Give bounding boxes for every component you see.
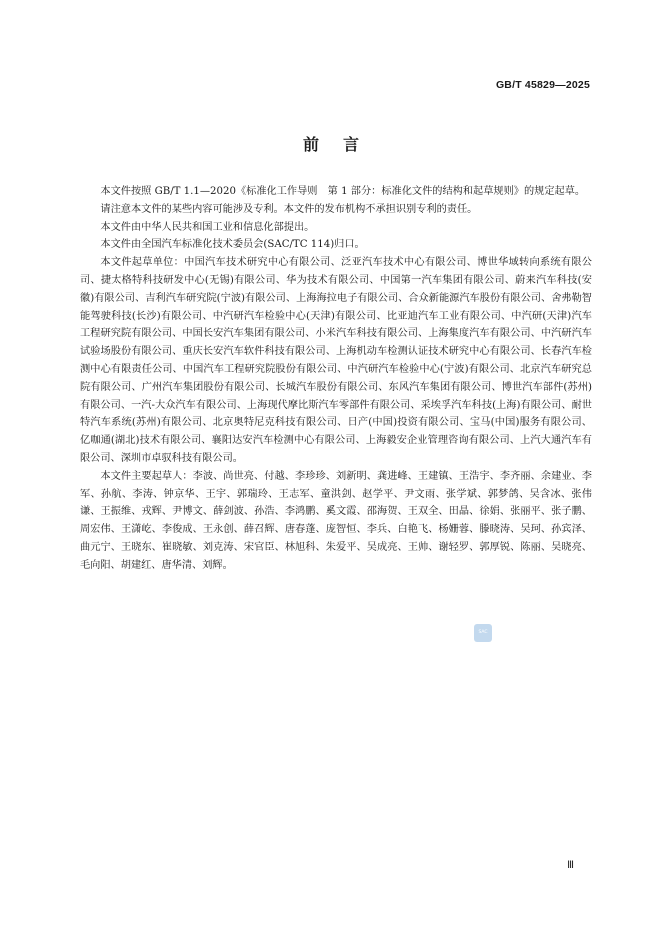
- standard-number: GB/T 45829—2025: [495, 79, 590, 91]
- paragraph-patent-notice: 请注意本文件的某些内容可能涉及专利。本文件的发布机构不承担识别专利的责任。: [100, 203, 478, 215]
- paragraph-proposer: 本文件由中华人民共和国工业和信息化部提出。: [100, 221, 315, 233]
- sac-watermark-icon: SAC: [474, 624, 492, 642]
- foreword-body: [80, 183, 592, 575]
- paragraph-drafters: 本文件主要起草人：李波、尚世亮、付越、李珍珍、刘新明、龚进峰、王建镇、王浩宇、李齐丽、余建业、李军、孙航、李涛、钟京华、王宇、郭瑞玲、王志军、童洪剑、赵学平、尹文雨、张学斌、郭梦鸽、吴含冰、张伟谦、王振维、戎辉、尹博文、薛剑波、孙浩、李鸿鹏、奚文霞、邵海贺、王双全、田晶、徐娟、张丽平、张子鹏、周宏伟、王潇屹、李俊成、王永创、薛召辉、唐春蓬、庞智恒、李兵、白艳飞、杨姗蓉、滕晓涛、吴珂、孙宾泽、曲元宁、王晓东、崔晓敏、刘克涛、宋官臣、林旭科、朱爱平、吴成亮、王帅、谢轻罗、郭厚锐、陈丽、吴晓亮、毛向阳、胡建红、唐华清、刘辉。: [80, 470, 592, 571]
- paragraph-drafting-rules: 本文件按照 GB/T 1.1—2020《标准化工作导则 第 1 部分：标准化文件的结构和起草规则》的规定起草。: [100, 186, 586, 197]
- paragraph-drafting-units: 本文件起草单位：中国汽车技术研究中心有限公司、泛亚汽车技术中心有限公司、博世华域转向系统有限公司、捷太格特科技研发中心(无锡)有限公司、华为技术有限公司、中国第一汽车集团有限公司、蔚来汽车科技(安徽)有限公司、吉利汽车研究院(宁波)有限公司、上海海拉电子有限公司、合众新能源汽车股份有限公司、舍弗勒智能驾驶科技(长沙)有限公司、中汽研汽车检验中心(天津)有限公司、比亚迪汽车工业有限公司、中汽研(天津)汽车工程研究院有限公司、中国长安汽车集团有限公司、小米汽车科技有限公司、上海集度汽车有限公司、中汽研汽车试验场股份有限公司、重庆长安汽车软件科技有限公司、上海机动车检测认证技术研究中心有限公司、长春汽车检测中心有限责任公司、中国汽车工程研究院股份有限公司、中汽研汽车检验中心(宁波)有限公司、北京汽车研究总院有限公司、广州汽车集团股份有限公司、长城汽车股份有限公司、东风汽车集团有限公司、博世汽车部件(苏州)有限公司、一汽-大众汽车有限公司、上海现代摩比斯汽车零部件有限公司、采埃孚汽车科技(上海)有限公司、耐世特汽车系统(苏州)有限公司、北京奥特尼克科技有限公司、日产(中国)投资有限公司、宝马(中国)服务有限公司、亿咖通(湖北)技术有限公司、襄阳达安汽车检测中心有限公司、上海毅安企业管理咨询有限公司、上汽大通汽车有限公司、深圳市卓驭科技有限公司。: [80, 257, 592, 464]
- page-number: Ⅲ: [567, 860, 574, 871]
- page-title: 前言: [302, 135, 383, 154]
- paragraph-committee: 本文件由全国汽车标准化技术委员会(SAC/TC 114)归口。: [100, 239, 365, 251]
